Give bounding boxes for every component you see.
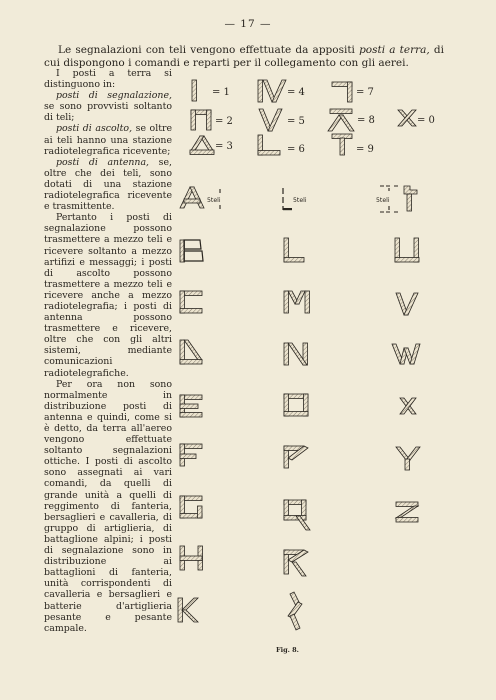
signal-letter-w [392,344,420,364]
signal-letter-t [376,186,417,212]
paragraph-5: Pertanto i posti di segnalazione possono trasmettere a mezzo teli e ricevere soltanto a mezzo artifizi e messaggi; i posti di ascolto possono trasmettere a mezzo teli e ricevere anche a mezzo radiotelegrafia; i posti di antenna possono trasmettere e ricevere, oltre che con gli altri sistemi, mediante comunicazioni radiotelegrafiche. [44,212,172,379]
signal-letter-y [396,447,420,470]
signal-letter-m [284,291,310,313]
intro-emphasis: posti a terra, [359,44,430,56]
number-label-7: = 7 [356,87,374,98]
signal-number-1 [192,80,230,101]
number-label-8: = 8 [357,115,375,126]
teli-label-a: 5teli [207,197,221,204]
number-label-4: = 4 [287,87,305,98]
signal-letter-k [178,598,198,622]
signal-letter-r [284,550,308,576]
term-segnalazione: posti di segnalazione, [56,90,172,102]
signal-letter-a [180,187,221,209]
signal-letter-n [284,343,308,365]
number-label-9: = 9 [356,144,374,155]
intro-text-b: di cui dispongono i comandi e reparti per il collegamento con gli aerei. [44,44,444,69]
number-label-0: = 0 [417,115,435,126]
figure-caption: Fig. 8. [276,646,299,654]
signal-number-2 [191,110,233,130]
signal-letter-e [180,395,202,417]
signal-letter-s [288,592,302,630]
signal-number-6 [258,135,305,155]
number-label-1: = 1 [212,87,230,98]
signal-letter-g [180,496,202,518]
signal-letter-l [283,188,307,210]
signal-letter-x [400,398,416,414]
term-ascolto: posti di ascolto, [56,123,133,135]
paragraph-1: I posti a terra si distinguono in: [44,68,172,91]
signal-letter-z [396,502,418,522]
paragraph-6: Per ora non sono normalmente in distribuzione posti di antenna e quindi, come si è detto, da terra all'aereo vengono effettuate soltanto segnalazioni ottiche. I posti di ascolto sono assegnati ai vari comandi, da quelli di grande unità a quelli di reggimento di fanteria, bersaglieri e cavalleria, di gruppo di artiglieria, di battaglione alpini; i posti di segnalazione sono in distribuzione ai battaglioni di fanteria, unità corrispondenti di cavalleria e bersaglieri e batterie d'artiglieria pesante e pesante campale. [44,378,172,634]
signal-letter-b [180,240,203,262]
signal-number-0 [398,110,435,126]
signal-number-5 [259,109,305,131]
signal-letter-h [180,546,203,570]
signal-letter-f [180,444,202,466]
signal-number-4 [258,80,305,102]
teli-label-l: 5teli [293,197,307,204]
signal-letter-v [396,293,418,315]
paragraph-2-text: se sono provvisti soltanto di teli; [44,101,172,124]
number-label-2: = 2 [215,116,233,127]
signal-letter-p [284,446,308,468]
signal-letter-d [180,340,202,364]
page-number: — 17 — [224,18,272,30]
paragraph-4-text: se, oltre che dei teli, sono dotati di una stazione radiotelegrafica ricevente e trasmittente. [44,156,172,213]
number-label-5: = 5 [287,116,305,127]
signal-letter-l-plain [284,238,304,262]
signal-letter-q [284,500,310,530]
number-label-6: = 6 [287,144,305,155]
signal-number-7 [332,82,374,102]
term-antenna: posti di antenna, [56,156,150,168]
signal-letter-c [180,291,202,313]
teli-label-t: 5teli [376,197,390,204]
signal-number-3 [190,136,233,155]
signal-letter-o [284,394,308,416]
signal-number-9 [332,134,374,155]
signal-letter-u [395,238,419,262]
paragraph-3-text: se oltre ai teli hanno una stazione radiotelegrafica ricevente; [44,123,173,157]
intro-text-a: Le segnalazioni con teli vengono effettuate da appositi [58,44,360,56]
number-label-3: = 3 [215,141,233,152]
signal-number-8 [328,109,375,131]
